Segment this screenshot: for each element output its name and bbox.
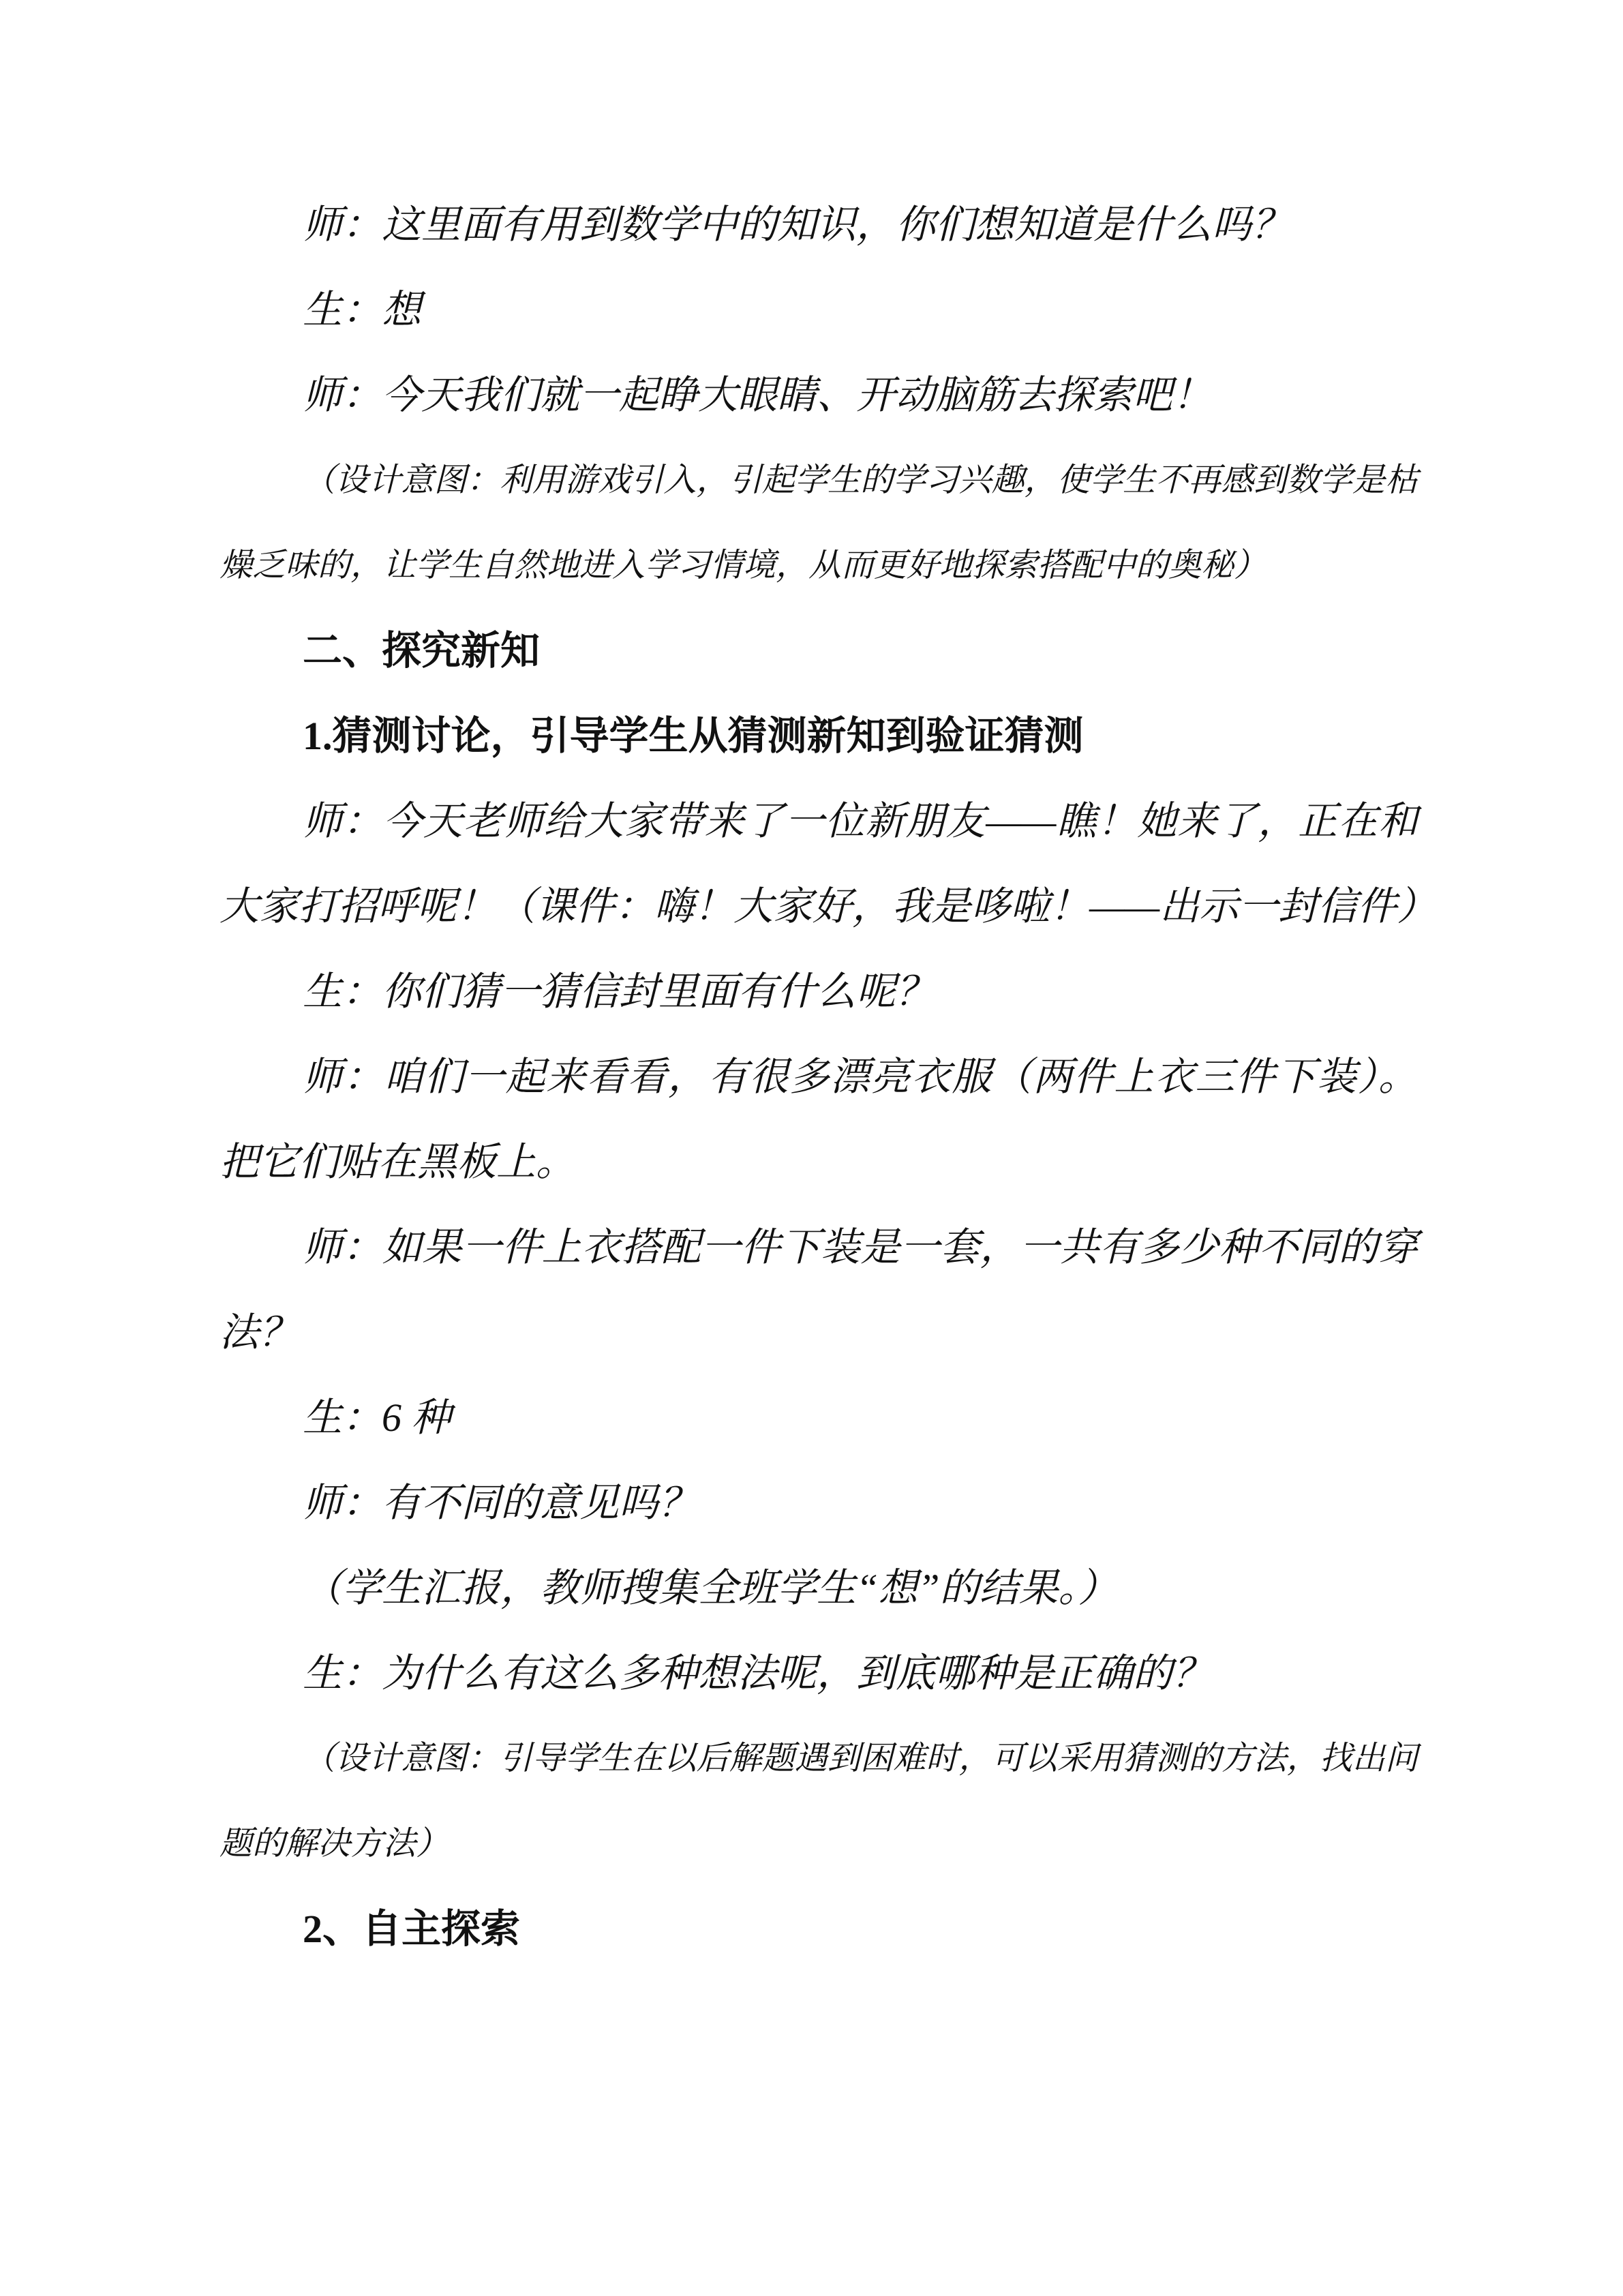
section-heading-explore-new-knowledge: 二、探究新知 [303,629,541,673]
teacher-line-different-opinion: 师：有不同的意见吗？ [303,1481,699,1525]
teacher-line-explore: 师：今天我们就一起睁大眼睛、开动脑筋去探索吧！ [303,373,1213,417]
teacher-line-clothes-on-board: 师：咱们一起来看看，有很多漂亮衣服（两件上衣三件下装）。把它们贴在黑板上。 [219,1055,1418,1184]
student-line-guess-envelope: 生：你们猜一猜信封里面有什么呢？ [303,969,936,1014]
teacher-line-how-many-outfits: 师：如果一件上衣搭配一件下装是一套，一共有多少种不同的穿法？ [219,1225,1418,1355]
teacher-line-math-knowledge: 师：这里面有用到数学中的知识，你们想知道是什么吗？ [303,202,1292,247]
document-content [219,182,1437,1972]
student-line-want: 生：想 [303,288,422,332]
student-line-six-kinds: 生：6 种 [303,1395,451,1440]
student-line-which-is-correct: 生：为什么有这么多种想法呢，到底哪种是正确的？ [303,1651,1213,1695]
subsection-heading-independent-explore: 2、自主探索 [303,1907,521,1951]
note-student-report: （学生汇报，教师搜集全班学生“想”的结果。） [303,1566,1118,1610]
subsection-heading-guess-discuss: 1.猜测讨论，引导学生从猜测新知到验证猜测 [303,714,1084,758]
teacher-line-new-friend: 师：今天老师给大家带来了一位新朋友——瞧！她来了，正在和大家打招呼呢！（课件：嗨！大家好，我是哆啦！——出示一封信件） [219,799,1437,928]
design-intent-note-guessing-method: （设计意图：引导学生在以后解题遇到困难时，可以采用猜测的方法，找出问题的解决方法） [219,1740,1418,1862]
design-intent-note-game-intro: （设计意图：利用游戏引入，引起学生的学习兴趣，使学生不再感到数学是枯燥乏味的，让学生自然地进入学习情境，从而更好地探索搭配中的奥秘） [219,462,1418,584]
